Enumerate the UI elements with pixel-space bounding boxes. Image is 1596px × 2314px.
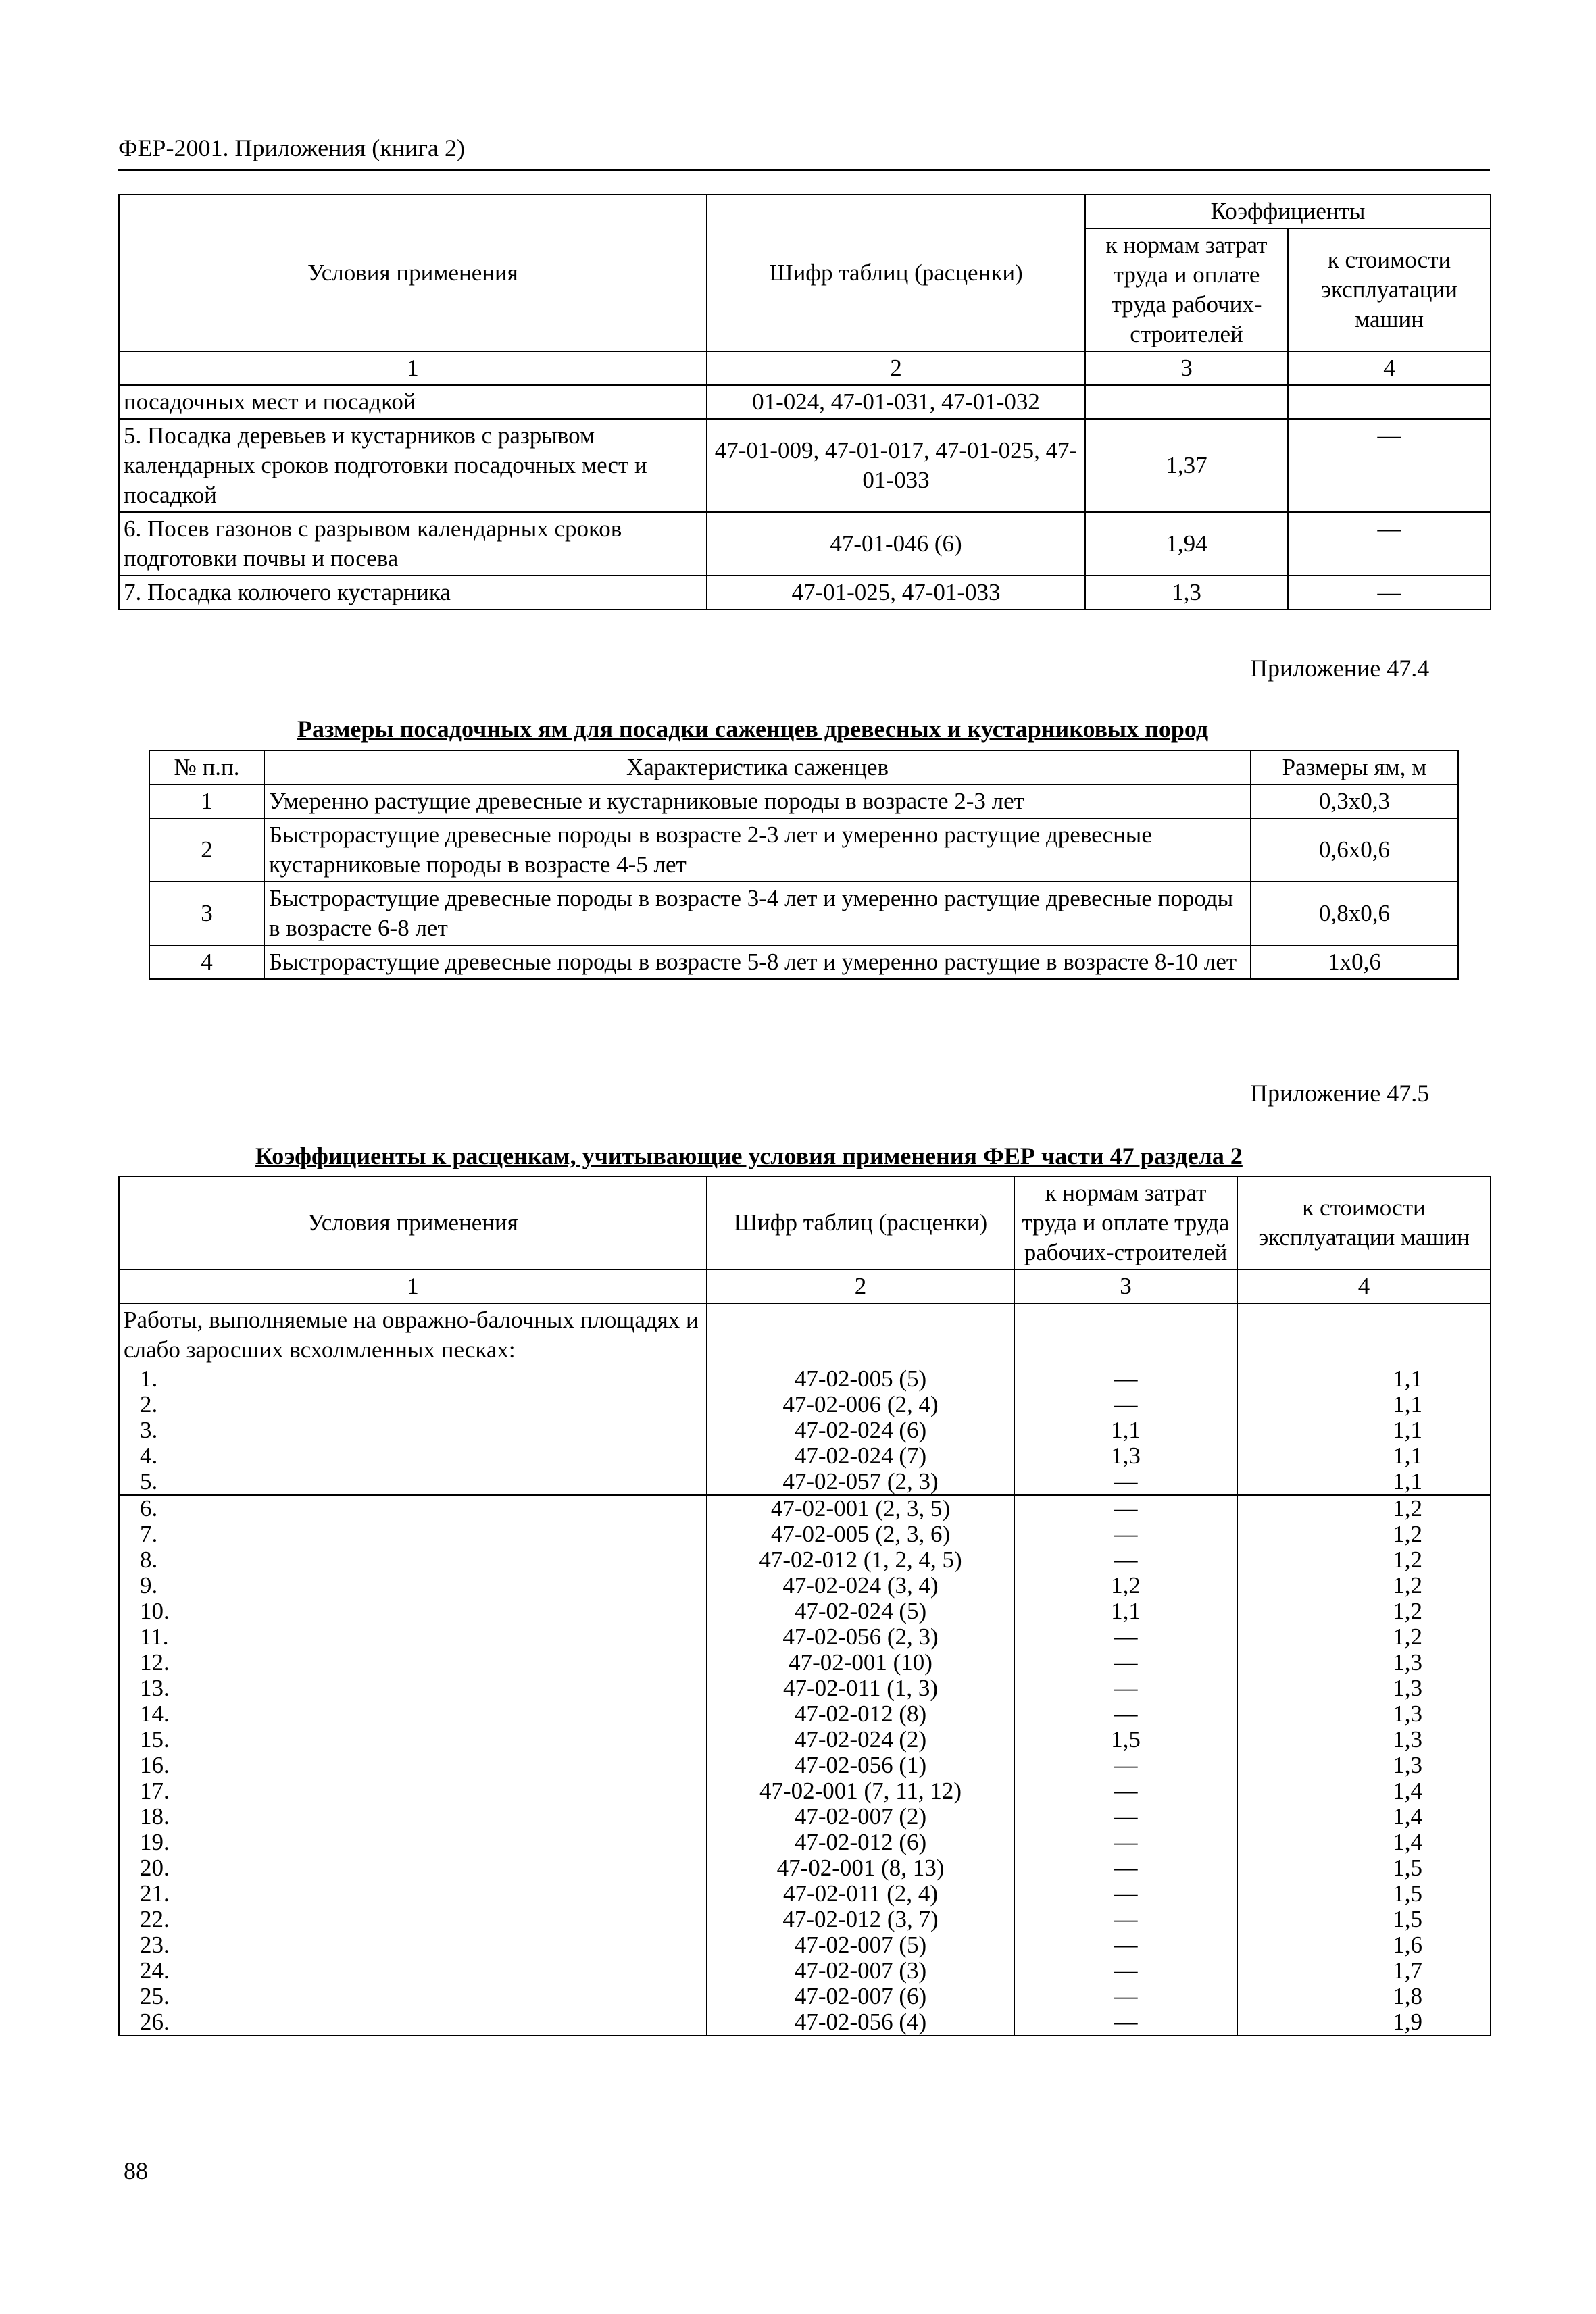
cell-labor: — [1014,1366,1237,1392]
cell-pit-size: 0,3х0,3 [1251,784,1458,818]
table-row [119,1881,1491,1907]
cell-labor: 1,2 [1014,1573,1237,1599]
th-conditions: Условия применения [119,1176,707,1269]
table-row [149,945,1458,979]
planting-pit-sizes-table [149,750,1459,980]
cell-item-number: 13. [119,1676,707,1701]
cell-code: 47-02-012 (3, 7) [707,1907,1014,1932]
table-row [119,1932,1491,1958]
th-num: № п.п. [149,751,264,784]
cell-item-number: 17. [119,1778,707,1804]
cell-item-number: 5. [119,1469,707,1495]
table-row [119,1573,1491,1599]
cell-conditions: 6. Посев газонов с разрывом календарных сроков подготовки почвы и посева [119,512,707,576]
cell-labor: — [1014,2009,1237,2036]
cell-conditions: 7. Посадка колючего кустарника [119,576,707,609]
cell-code: 47-02-012 (1, 2, 4, 5) [707,1547,1014,1573]
th-num-3: 3 [1014,1269,1237,1303]
cell-code: 47-02-011 (2, 4) [707,1881,1014,1907]
cell-labor: 1,3 [1085,576,1288,609]
cell-labor: — [1014,1804,1237,1830]
cell-item-number: 14. [119,1701,707,1727]
cell-item-number: 10. [119,1599,707,1624]
cell-machines: — [1288,419,1491,512]
cell-machines: 1,2 [1237,1599,1491,1624]
cell-empty [1014,1303,1237,1366]
cell-machines: 1,2 [1237,1521,1491,1547]
table-row [119,1443,1491,1469]
cell-machines: 1,3 [1237,1650,1491,1676]
th-num-2: 2 [707,1269,1014,1303]
th-machines: к стоимости эксплуатации машин [1288,228,1491,351]
cell-item-number: 4. [119,1443,707,1469]
cell-code: 47-02-056 (2, 3) [707,1624,1014,1650]
cell-item-number: 23. [119,1932,707,1958]
table-row [119,576,1491,609]
table-row [119,385,1491,419]
th-num-4: 4 [1288,351,1491,385]
table-row [119,1599,1491,1624]
cell-item-number: 8. [119,1547,707,1573]
cell-code: 47-02-024 (3, 4) [707,1573,1014,1599]
cell-code: 47-02-024 (6) [707,1417,1014,1443]
cell-machines: 1,1 [1237,1469,1491,1495]
cell-item-number: 16. [119,1753,707,1778]
cell-code: 47-01-009, 47-01-017, 47-01-025, 47-01-033 [707,419,1085,512]
cell-code: 47-02-024 (7) [707,1443,1014,1469]
cell-pit-size: 0,6х0,6 [1251,818,1458,882]
cell-item-number: 9. [119,1573,707,1599]
table-row [119,1417,1491,1443]
cell-item-number: 11. [119,1624,707,1650]
cell-num: 3 [149,882,264,945]
cell-labor [1085,385,1288,419]
th-num-4: 4 [1237,1269,1491,1303]
cell-labor: — [1014,1469,1237,1495]
table-row [149,818,1458,882]
cell-machines: 1,1 [1237,1366,1491,1392]
table-row [119,512,1491,576]
cell-description: Умеренно растущие древесные и кустарниковые породы в возрасте 2-3 лет [264,784,1251,818]
cell-machines: 1,2 [1237,1624,1491,1650]
table-row [119,419,1491,512]
cell-item-number: 15. [119,1727,707,1753]
cell-code: 47-01-046 (6) [707,512,1085,576]
cell-pit-size: 0,8х0,6 [1251,882,1458,945]
th-coefficients: Коэффициенты [1085,195,1491,228]
table-title-47-5: Коэффициенты к расценкам, учитывающие условия применения ФЕР части 47 раздела 2 [255,1142,1243,1169]
page-number: 88 [124,2157,148,2184]
cell-labor: 1,1 [1014,1417,1237,1443]
cell-pit-size: 1х0,6 [1251,945,1458,979]
cell-machines: — [1288,512,1491,576]
cell-machines: 1,5 [1237,1881,1491,1907]
table-row [149,784,1458,818]
cell-code: 47-02-056 (4) [707,2009,1014,2036]
cell-code: 47-01-025, 47-01-033 [707,576,1085,609]
cell-item-number: 3. [119,1417,707,1443]
th-code: Шифр таблиц (расценки) [707,195,1085,351]
cell-machines: 1,4 [1237,1830,1491,1855]
cell-item-number: 26. [119,2009,707,2036]
cell-labor: — [1014,1521,1237,1547]
cell-labor: 1,37 [1085,419,1288,512]
table-row [119,1366,1491,1392]
cell-machines: 1,4 [1237,1778,1491,1804]
cell-labor: — [1014,1753,1237,1778]
th-num-1: 1 [119,351,707,385]
cell-code: 47-02-057 (2, 3) [707,1469,1014,1495]
cell-code: 47-02-005 (2, 3, 6) [707,1521,1014,1547]
cell-item-number: 18. [119,1804,707,1830]
table-row [149,882,1458,945]
coefficients-table-continued [118,194,1491,610]
th-num-1: 1 [119,1269,707,1303]
cell-machines: 1,3 [1237,1727,1491,1753]
cell-num: 2 [149,818,264,882]
cell-code: 47-02-001 (8, 13) [707,1855,1014,1881]
table-row [119,1830,1491,1855]
cell-labor: 1,5 [1014,1727,1237,1753]
table-row [119,1958,1491,1984]
cell-item-number: 22. [119,1907,707,1932]
cell-machines: 1,7 [1237,1958,1491,1984]
table-row [119,2009,1491,2036]
cell-code: 47-02-006 (2, 4) [707,1392,1014,1417]
cell-labor: — [1014,1881,1237,1907]
cell-num: 1 [149,784,264,818]
cell-code: 47-02-011 (1, 3) [707,1676,1014,1701]
cell-machines: 1,1 [1237,1417,1491,1443]
cell-labor: 1,1 [1014,1599,1237,1624]
cell-item-number: 2. [119,1392,707,1417]
th-machines: к стоимости эксплуатации машин [1237,1176,1491,1269]
cell-labor: — [1014,1984,1237,2009]
th-labor: к нормам затрат труда и оплате труда рабочих-строителей [1014,1176,1237,1269]
table-row [119,1676,1491,1701]
th-labor: к нормам затрат труда и оплате труда рабочих-строителей [1085,228,1288,351]
cell-machines: 1,5 [1237,1855,1491,1881]
cell-code: 47-02-007 (3) [707,1958,1014,1984]
table-row [119,1495,1491,1521]
cell-code: 47-02-001 (2, 3, 5) [707,1495,1014,1521]
cell-code: 47-02-007 (5) [707,1932,1014,1958]
table-row [119,1753,1491,1778]
table-row [119,1855,1491,1881]
cell-labor: — [1014,1676,1237,1701]
cell-labor: — [1014,1650,1237,1676]
cell-machines: 1,5 [1237,1907,1491,1932]
cell-code: 47-02-005 (5) [707,1366,1014,1392]
th-code: Шифр таблиц (расценки) [707,1176,1014,1269]
cell-labor: — [1014,1855,1237,1881]
cell-machines: 1,1 [1237,1443,1491,1469]
cell-machines [1288,385,1491,419]
cell-labor: 1,3 [1014,1443,1237,1469]
cell-labor: — [1014,1495,1237,1521]
cell-item-number: 20. [119,1855,707,1881]
cell-code: 01-024, 47-01-031, 47-01-032 [707,385,1085,419]
th-num-3: 3 [1085,351,1288,385]
table-row [119,1547,1491,1573]
table-row [119,1521,1491,1547]
cell-code: 47-02-056 (1) [707,1753,1014,1778]
cell-empty [707,1303,1014,1366]
cell-labor: — [1014,1932,1237,1958]
table-row [119,1701,1491,1727]
cell-item-number: 7. [119,1521,707,1547]
coefficients-block-2 [119,1495,1491,2036]
cell-labor: — [1014,1624,1237,1650]
cell-code: 47-02-012 (8) [707,1701,1014,1727]
cell-labor: — [1014,1701,1237,1727]
cell-code: 47-02-007 (2) [707,1804,1014,1830]
cell-machines: 1,4 [1237,1804,1491,1830]
cell-machines: 1,3 [1237,1676,1491,1701]
cell-labor: — [1014,1958,1237,1984]
cell-item-number: 12. [119,1650,707,1676]
table-row [119,1392,1491,1417]
cell-machines: 1,2 [1237,1547,1491,1573]
cell-code: 47-02-024 (5) [707,1599,1014,1624]
th-conditions: Условия применения [119,195,707,351]
cell-num: 4 [149,945,264,979]
cell-item-number: 1. [119,1366,707,1392]
table-row [119,1804,1491,1830]
cell-description: Быстрорастущие древесные породы в возрасте 3-4 лет и умеренно растущие древесные породы в возрасте 6-8 лет [264,882,1251,945]
cell-conditions: 5. Посадка деревьев и кустарников с разрывом календарных сроков подготовки посадочных мест и посадкой [119,419,707,512]
table-row [119,1650,1491,1676]
cell-labor: 1,94 [1085,512,1288,576]
cell-conditions: посадочных мест и посадкой [119,385,707,419]
th-characteristics: Характеристика саженцев [264,751,1251,784]
cell-item-number: 25. [119,1984,707,2009]
table-title-47-4: Размеры посадочных ям для посадки саженцев древесных и кустарниковых пород [297,715,1209,743]
cell-item-number: 19. [119,1830,707,1855]
cell-code: 47-02-012 (6) [707,1830,1014,1855]
cell-machines: 1,3 [1237,1753,1491,1778]
cell-labor: — [1014,1907,1237,1932]
cell-intro: Работы, выполняемые на овражно-балочных площадях и слабо заросших всхолмленных песках: [119,1303,707,1366]
cell-machines: — [1288,576,1491,609]
coefficients-block-1 [119,1366,1491,1495]
cell-machines: 1,3 [1237,1701,1491,1727]
cell-labor: — [1014,1547,1237,1573]
appendix-label-47-4: Приложение 47.4 [1250,655,1430,682]
page-header: ФЕР-2001. Приложения (книга 2) [118,134,465,161]
cell-code: 47-02-007 (6) [707,1984,1014,2009]
cell-machines: 1,1 [1237,1392,1491,1417]
cell-machines: 1,2 [1237,1573,1491,1599]
cell-empty [1237,1303,1491,1366]
cell-item-number: 6. [119,1495,707,1521]
cell-description: Быстрорастущие древесные породы в возрасте 2-3 лет и умеренно растущие древесные кустарниковые породы в возрасте 4-5 лет [264,818,1251,882]
cell-labor: — [1014,1778,1237,1804]
table-row [119,1624,1491,1650]
cell-machines: 1,6 [1237,1932,1491,1958]
header-rule [118,169,1490,171]
cell-labor: — [1014,1830,1237,1855]
table-row [119,1778,1491,1804]
cell-item-number: 21. [119,1881,707,1907]
cell-code: 47-02-001 (10) [707,1650,1014,1676]
cell-code: 47-02-001 (7, 11, 12) [707,1778,1014,1804]
appendix-label-47-5: Приложение 47.5 [1250,1080,1430,1107]
cell-item-number: 24. [119,1958,707,1984]
table-row [119,1727,1491,1753]
table-row [119,1984,1491,2009]
cell-code: 47-02-024 (2) [707,1727,1014,1753]
coefficients-table-47-5 [118,1176,1491,2036]
table-row [119,1907,1491,1932]
cell-machines: 1,8 [1237,1984,1491,2009]
th-pit-size: Размеры ям, м [1251,751,1458,784]
table-row [119,1469,1491,1495]
cell-description: Быстрорастущие древесные породы в возрасте 5-8 лет и умеренно растущие в возрасте 8-10 лет [264,945,1251,979]
cell-machines: 1,9 [1237,2009,1491,2036]
cell-labor: — [1014,1392,1237,1417]
cell-machines: 1,2 [1237,1495,1491,1521]
th-num-2: 2 [707,351,1085,385]
